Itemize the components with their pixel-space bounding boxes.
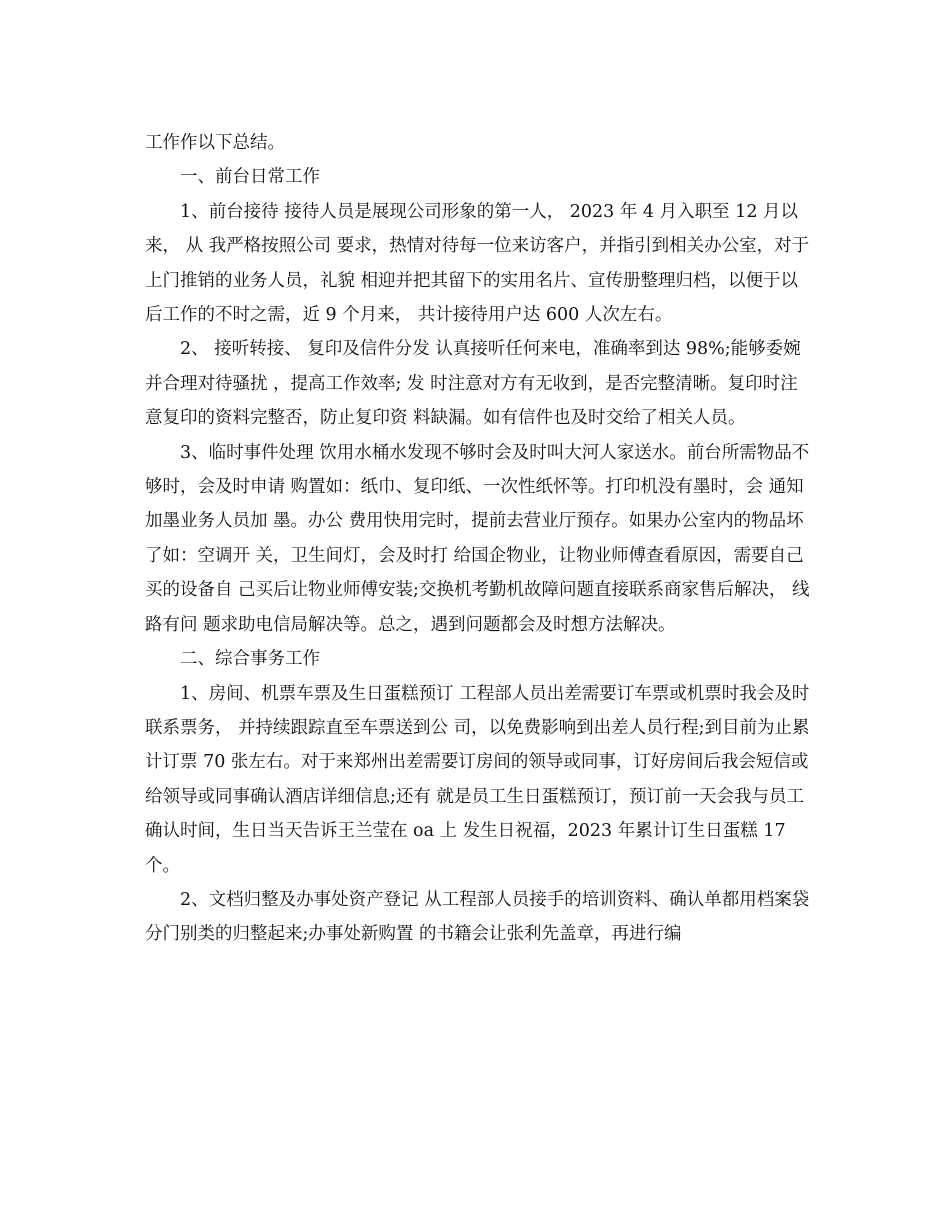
intro-line: 工作作以下总结。	[145, 133, 285, 153]
paragraph-temporary-events: 3、临时事件处理 饮用水桶水发现不够时会及时叫大河人家送水。前台所需物品不够时，会及时申请 购置如：纸巾、复印纸、一次性纸怀等。打印机没有墨时，会 通知加墨业务人员加 墨。办公 费用快用完时，提前去营业厅预存。如果办公室内的物品坏了如：空调开 关，卫生间灯，会及时打 给国企物业，让物业师傅查看原因，需要自己买的设备自 己买后让物业师傅安装;交换机考勤机故障问题直接联系商家售后解决， 线路有问 题求助电信局解决等。总之，遇到问题都会及时想方法解决。	[145, 442, 810, 635]
section-heading-general-affairs: 二、综合事务工作	[180, 649, 320, 670]
paragraph-archiving: 2、文档归整及办事处资产登记 从工程部人员接手的培训资料、确认单都用档案袋分门别类的归整起来;办事处新购置 的书籍会让张利先盖章，再进行编	[145, 889, 810, 945]
paragraph-phone-copy-mail: 2、 接听转接、 复印及信件分发 认真接听任何来电，准确率到达 98%;能够委婉并合理对待骚扰 ，提高工作效率; 发 时注意对方有无收到，是否完整清晰。复印时注意复印的资料完整否，防止复印资 料缺漏。如有信件也及时交给了相关人员。	[145, 339, 801, 429]
document-body	[145, 126, 810, 952]
paragraph-reception: 1、前台接待 接待人员是展现公司形象的第一人， 2023 年 4 月入职至 12 月以来， 从 我严格按照公司 要求，热情对待每一位来访客户，并指引到相关办公室，对于上门推销的业务人员，礼貌 相迎并把其留下的实用名片、宣传册整理归档，以便于以后工作的不时之需，近 9 个月来， 共计接待用户达 600 人次左右。	[145, 201, 810, 326]
paragraph-bookings: 1、房间、机票车票及生日蛋糕预订 工程部人员出差需要订车票或机票时我会及时联系票务， 并持续跟踪直至车票送到公 司，以免费影响到出差人员行程;到目前为止累计订票 70 张左右。对于来郑州出差需要订房间的领导或同事，订好房间后我会短信或 给领导或同事确认酒店详细信息;还有 就是员工生日蛋糕预订，预订前一天会我与员工确认时间，生日当天告诉王兰莹在 oa 上 发生日祝福，2023 年累计订生日蛋糕 17 个。	[145, 683, 810, 876]
section-heading-front-desk: 一、前台日常工作	[180, 167, 320, 188]
